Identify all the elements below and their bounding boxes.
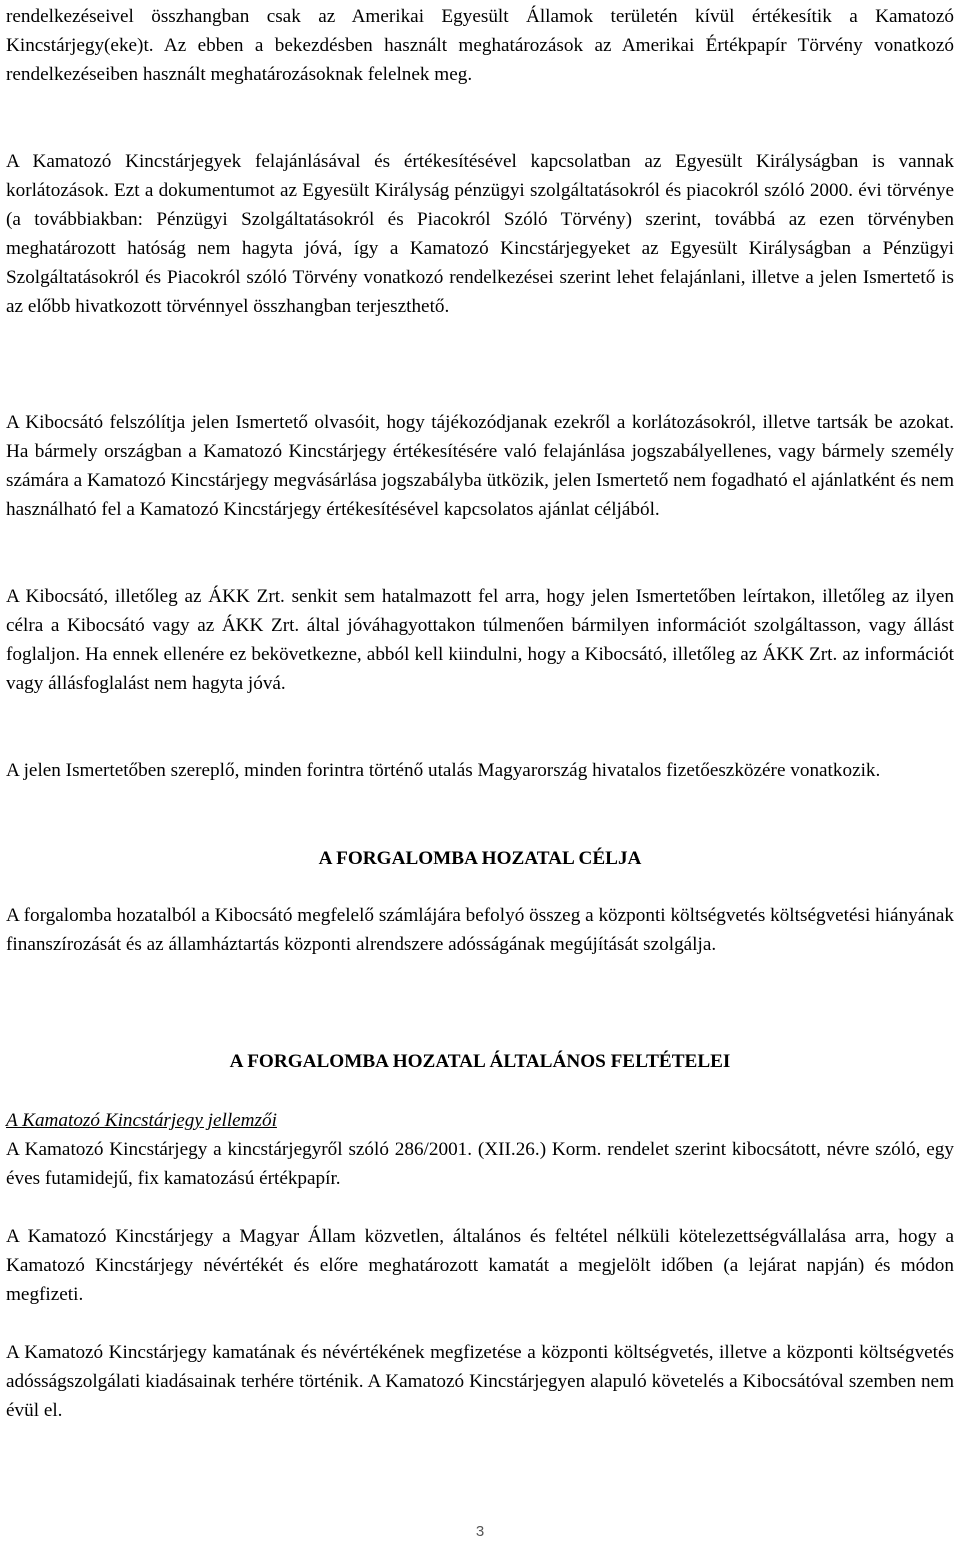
heading-general-conditions: A FORGALOMBA HOZATAL ÁLTALÁNOS FELTÉTELEI [229,1051,731,1072]
paragraph-reader-notice: A Kibocsátó felszólítja jelen Ismertető olvasóit, hogy tájékozódjanak ezekről a korlátozásokról, illetve tartsák be azokat. Ha bármely országban a Kamatozó Kincstárjegy értékesítésére való felajánlása jogszabályellenes, vagy bármely személy számára a Kamatozó Kincstárjegy megvásárlása jogszabályba ütközik, jelen Ismertető nem fogadható el ajánlatként és nem használható fel a Kamatozó Kincstárjegy értékesítésével kapcsolatos ajánlat céljából. [6,412,954,520]
heading-purpose: A FORGALOMBA HOZATAL CÉLJA [318,848,642,869]
paragraph-definition: A Kamatozó Kincstárjegy a kincstárjegyről szóló 286/2001. (XII.26.) Korm. rendelet szerint kibocsátott, névre szóló, egy éves futamidejű, fix kamatozású értékpapír. [6,1139,954,1189]
subheading-characteristics: A Kamatozó Kincstárjegy jellemzői [6,1110,277,1131]
paragraph-us-restrictions-continued: rendelkezéseivel összhangban csak az Amerikai Egyesült Államok területén kívül értékesítik a Kamatozó Kincstárjegy(eke)t. Az ebben a bekezdésben használt meghatározások az Amerikai Értékpapír Törvény vonatkozó rendelkezéseiben használt meghatározásoknak felelnek meg. [6,6,954,85]
paragraph-obligation: A Kamatozó Kincstárjegy a Magyar Állam közvetlen, általános és feltétel nélküli kötelezettségvállalása arra, hogy a Kamatozó Kincstárjegy névértékét és előre meghatározott kamatát a megjelölt időben (a lejárat napján) és módon megfizeti. [6,1226,954,1305]
paragraph-currency: A jelen Ismertetőben szereplő, minden forintra történő utalás Magyarország hivatalos fizetőeszközére vonatkozik. [6,760,881,781]
paragraph-uk-restrictions: A Kamatozó Kincstárjegyek felajánlásával és értékesítésével kapcsolatban az Egyesült Királyságban is vannak korlátozások. Ezt a dokumentumot az Egyesült Királyság pénzügyi szolgáltatásokról és piacokról szóló 2000. évi törvénye (a továbbiakban: Pénzügyi Szolgáltatásokról és Piacokról Szóló Törvény) szerint, továbbá az ezen törvényben meghatározott hatóság nem hagyta jóvá, így a Kamatozó Kincstárjegyeket az Egyesült Királyságban a Pénzügyi Szolgáltatásokról és Piacokról szóló Törvény vonatkozó rendelkezései szerint lehet felajánlani, illetve a jelen Ismertető is az előbb hivatkozott törvénnyel összhangban terjeszthető. [6,151,954,317]
paragraph-authorization: A Kibocsátó, illetőleg az ÁKK Zrt. senkit sem hatalmazott fel arra, hogy jelen Ismertetőben leírtakon, illetőleg az ilyen célra a Kibocsátó vagy az ÁKK Zrt. által jóváhagyottakon túlmenően bármilyen információt szolgáltasson, vagy állást foglaljon. Ha ennek ellenére ez bekövetkezne, abból kell kiindulni, hogy a Kibocsátó, illetőleg az ÁKK Zrt. az információt vagy állásfoglalást nem hagyta jóvá. [6,586,954,694]
paragraph-payment: A Kamatozó Kincstárjegy kamatának és névértékének megfizetése a központi költségvetés, illetve a központi költségvetés adósságszolgálati kiadásainak terhére történik. A Kamatozó Kincstárjegyen alapuló követelés a Kibocsátóval szemben nem évül el. [6,1342,954,1421]
paragraph-purpose: A forgalomba hozatalból a Kibocsátó megfelelő számlájára befolyó összeg a központi költségvetés költségvetési hiányának finanszírozását és az államháztartás központi alrendszere adósságának megújítását szolgálja. [6,905,954,955]
page-number: 3 [475,1523,485,1540]
